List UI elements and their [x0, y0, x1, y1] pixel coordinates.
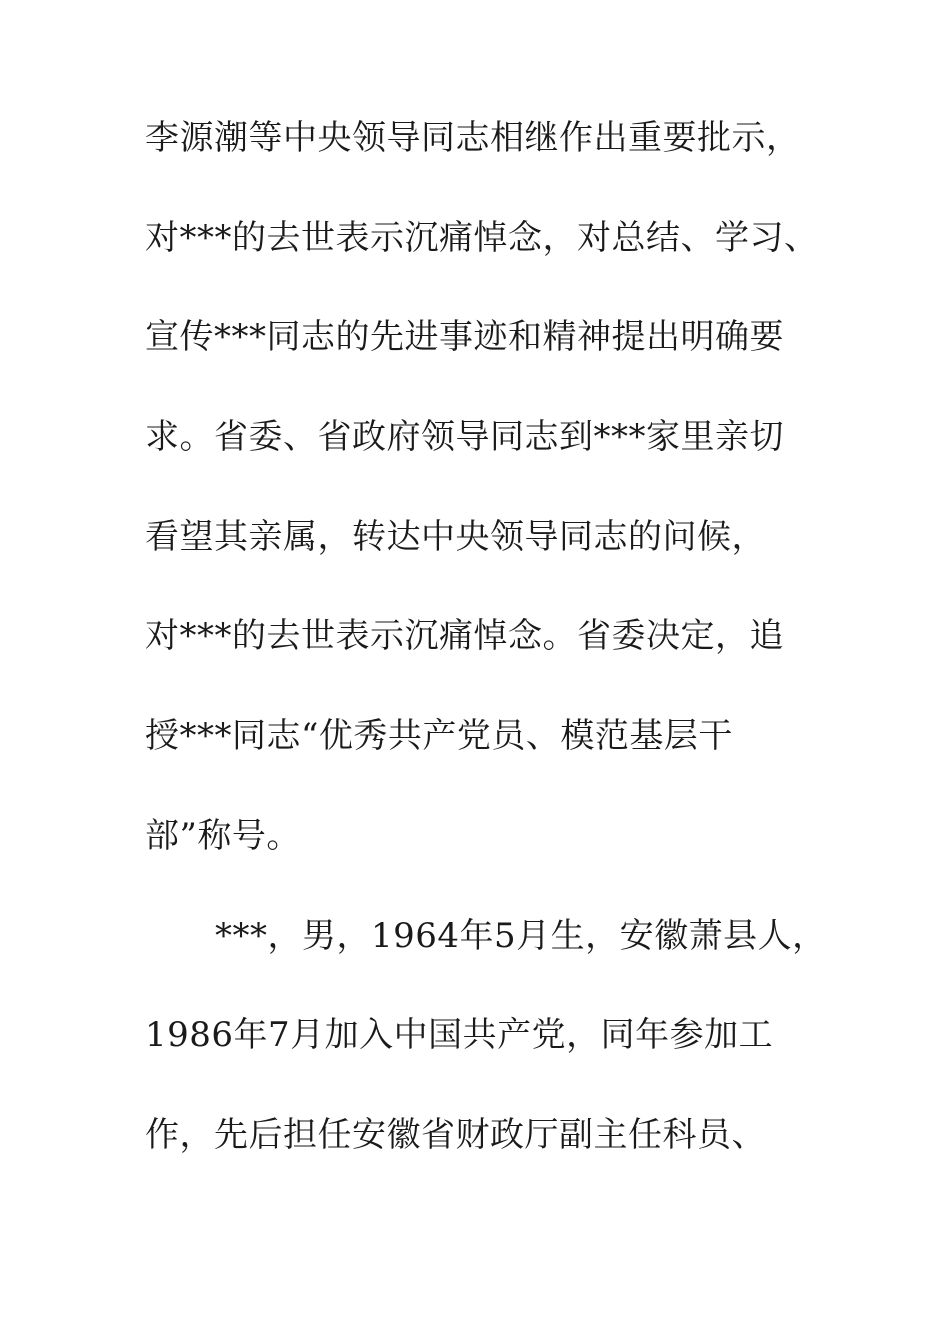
text-line: 看望其亲属，转达中央领导同志的问候，: [145, 516, 766, 557]
text-line: 对***的去世表示沉痛悼念，对总结、学习、: [145, 217, 819, 258]
paragraph-start-line: ***，男，1964年5月生，安徽萧县人，: [215, 915, 827, 956]
text-line: 宣传***同志的先进事迹和精神提出明确要: [145, 317, 784, 358]
text-line: 部”称号。: [145, 815, 301, 856]
text-line: 1986年7月加入中国共产党，同年参加工: [145, 1015, 774, 1056]
text-line: 对***的去世表示沉痛悼念。省委决定，追: [145, 616, 784, 657]
document-body: [145, 118, 845, 1218]
text-line: 作，先后担任安徽省财政厅副主任科员、: [145, 1114, 766, 1155]
text-line: 求。省委、省政府领导同志到***家里亲切: [145, 417, 784, 458]
text-line: 李源潮等中央领导同志相继作出重要批示，: [145, 118, 801, 158]
text-line: 授***同志“优秀共产党员、模范基层干: [145, 716, 733, 757]
